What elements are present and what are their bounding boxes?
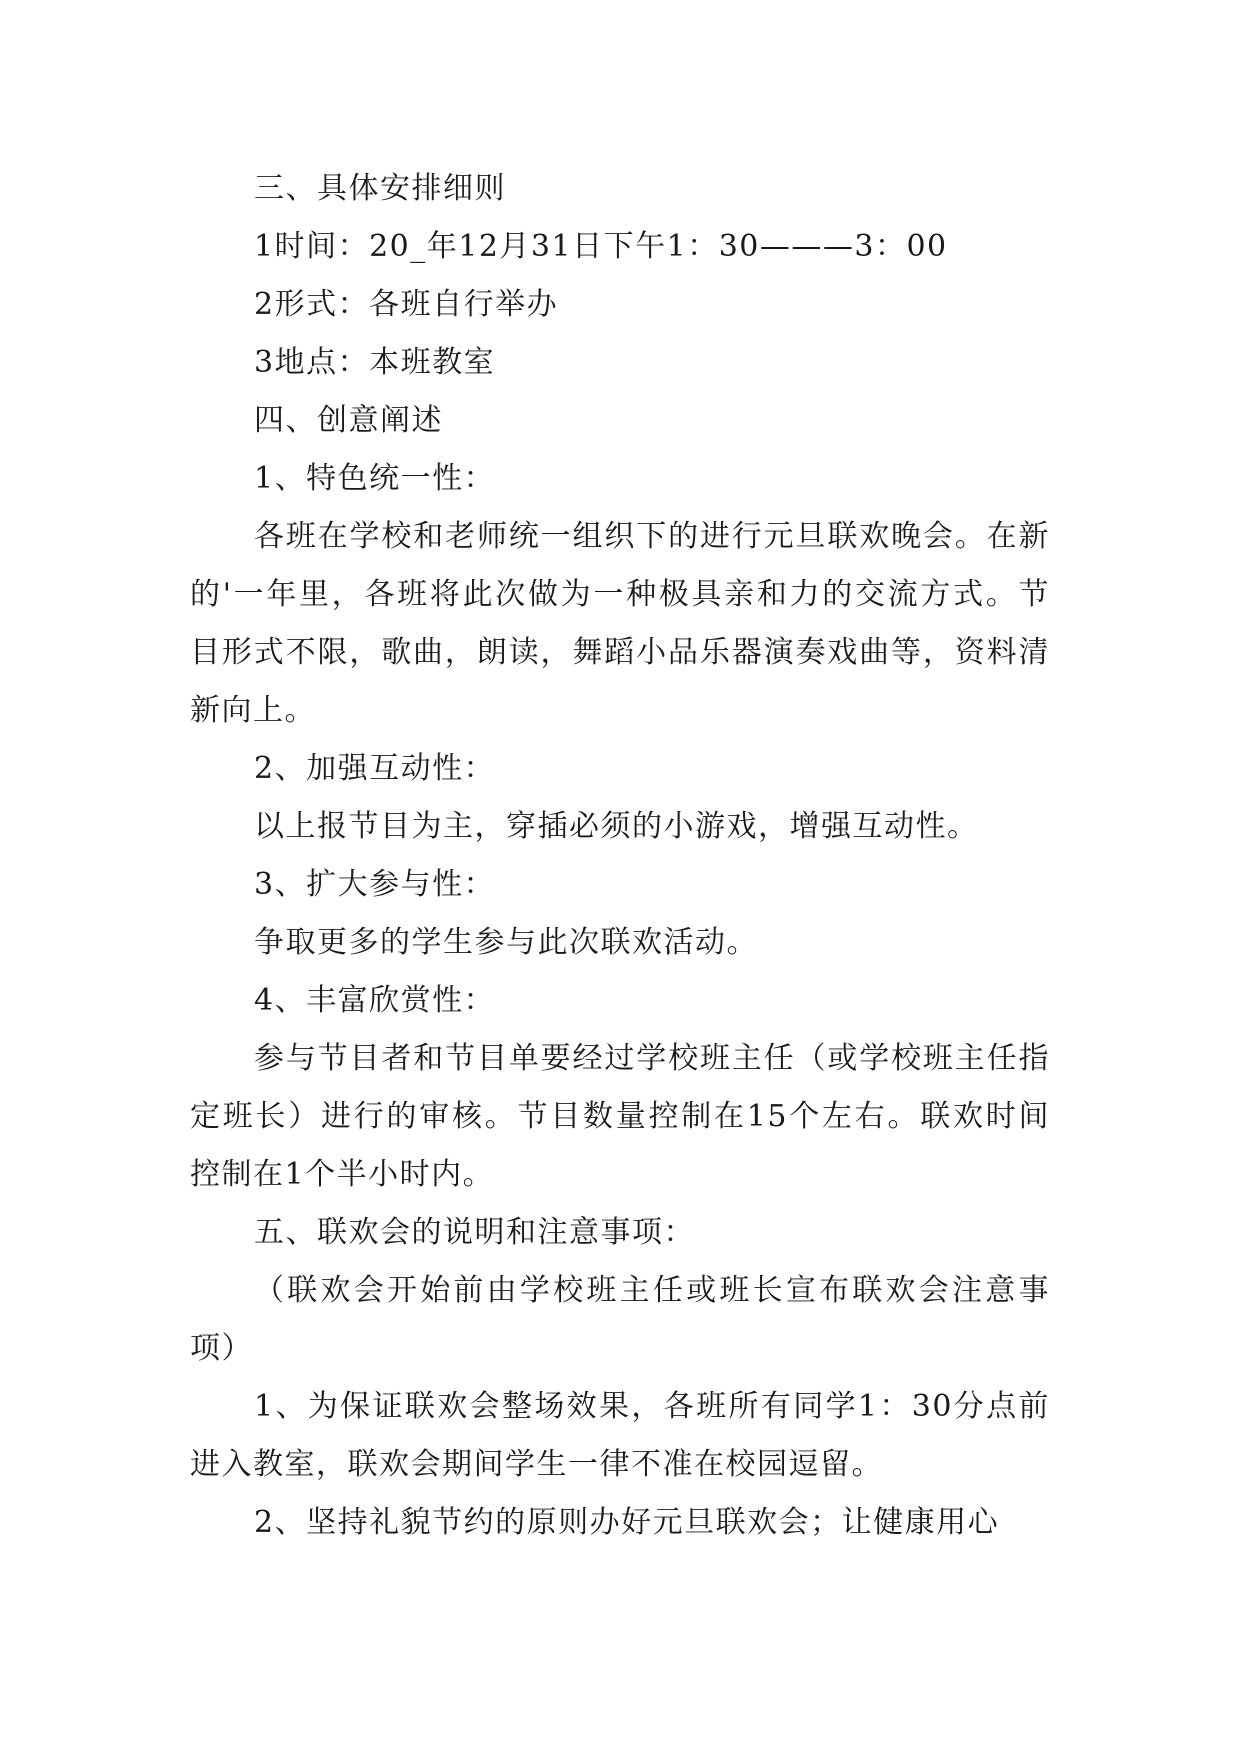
paragraph-location: 3地点：本班教室 [254,345,496,380]
paragraph-notes-intro: （联欢会开始前由学校班主任或班长宣布联欢会注意事项） [190,1273,1050,1366]
paragraph-interaction: 以上报节目为主，穿插必须的小游戏，增强互动性。 [254,809,979,844]
paragraph-time: 1时间：20_年12月31日下午1：30———3：00 [254,229,948,264]
subheading-interaction: 2、加强互动性： [254,751,496,786]
paragraph-participation: 争取更多的学生参与此次联欢活动。 [254,925,758,960]
paragraph-note-2: 2、坚持礼貌节约的原则办好元旦联欢会；让健康用心 [254,1505,1000,1540]
paragraph-unity: 各班在学校和老师统一组织下的进行元旦联欢晚会。在新的'一年里，各班将此次做为一种极具亲和力的交流方式。节目形式不限，歌曲，朗读，舞蹈小品乐器演奏戏曲等，资料清新向上。 [190,519,1050,728]
document-body [190,160,1050,1552]
subheading-unity: 1、特色统一性： [254,461,496,496]
paragraph-note-1: 1、为保证联欢会整场效果，各班所有同学1：30分点前进入教室，联欢会期间学生一律不准在校园逗留。 [190,1389,1050,1482]
subheading-participation: 3、扩大参与性： [254,867,496,902]
section-heading-arrangement: 三、具体安排细则 [254,171,506,206]
paragraph-appreciation: 参与节目者和节目单要经过学校班主任（或学校班主任指定班长）进行的审核。节目数量控制在15个左右。联欢时间控制在1个半小时内。 [190,1041,1050,1192]
section-heading-creative: 四、创意阐述 [254,403,443,438]
section-heading-notes: 五、联欢会的说明和注意事项： [254,1215,695,1250]
subheading-appreciation: 4、丰富欣赏性： [254,983,496,1018]
paragraph-format: 2形式：各班自行举办 [254,287,559,322]
